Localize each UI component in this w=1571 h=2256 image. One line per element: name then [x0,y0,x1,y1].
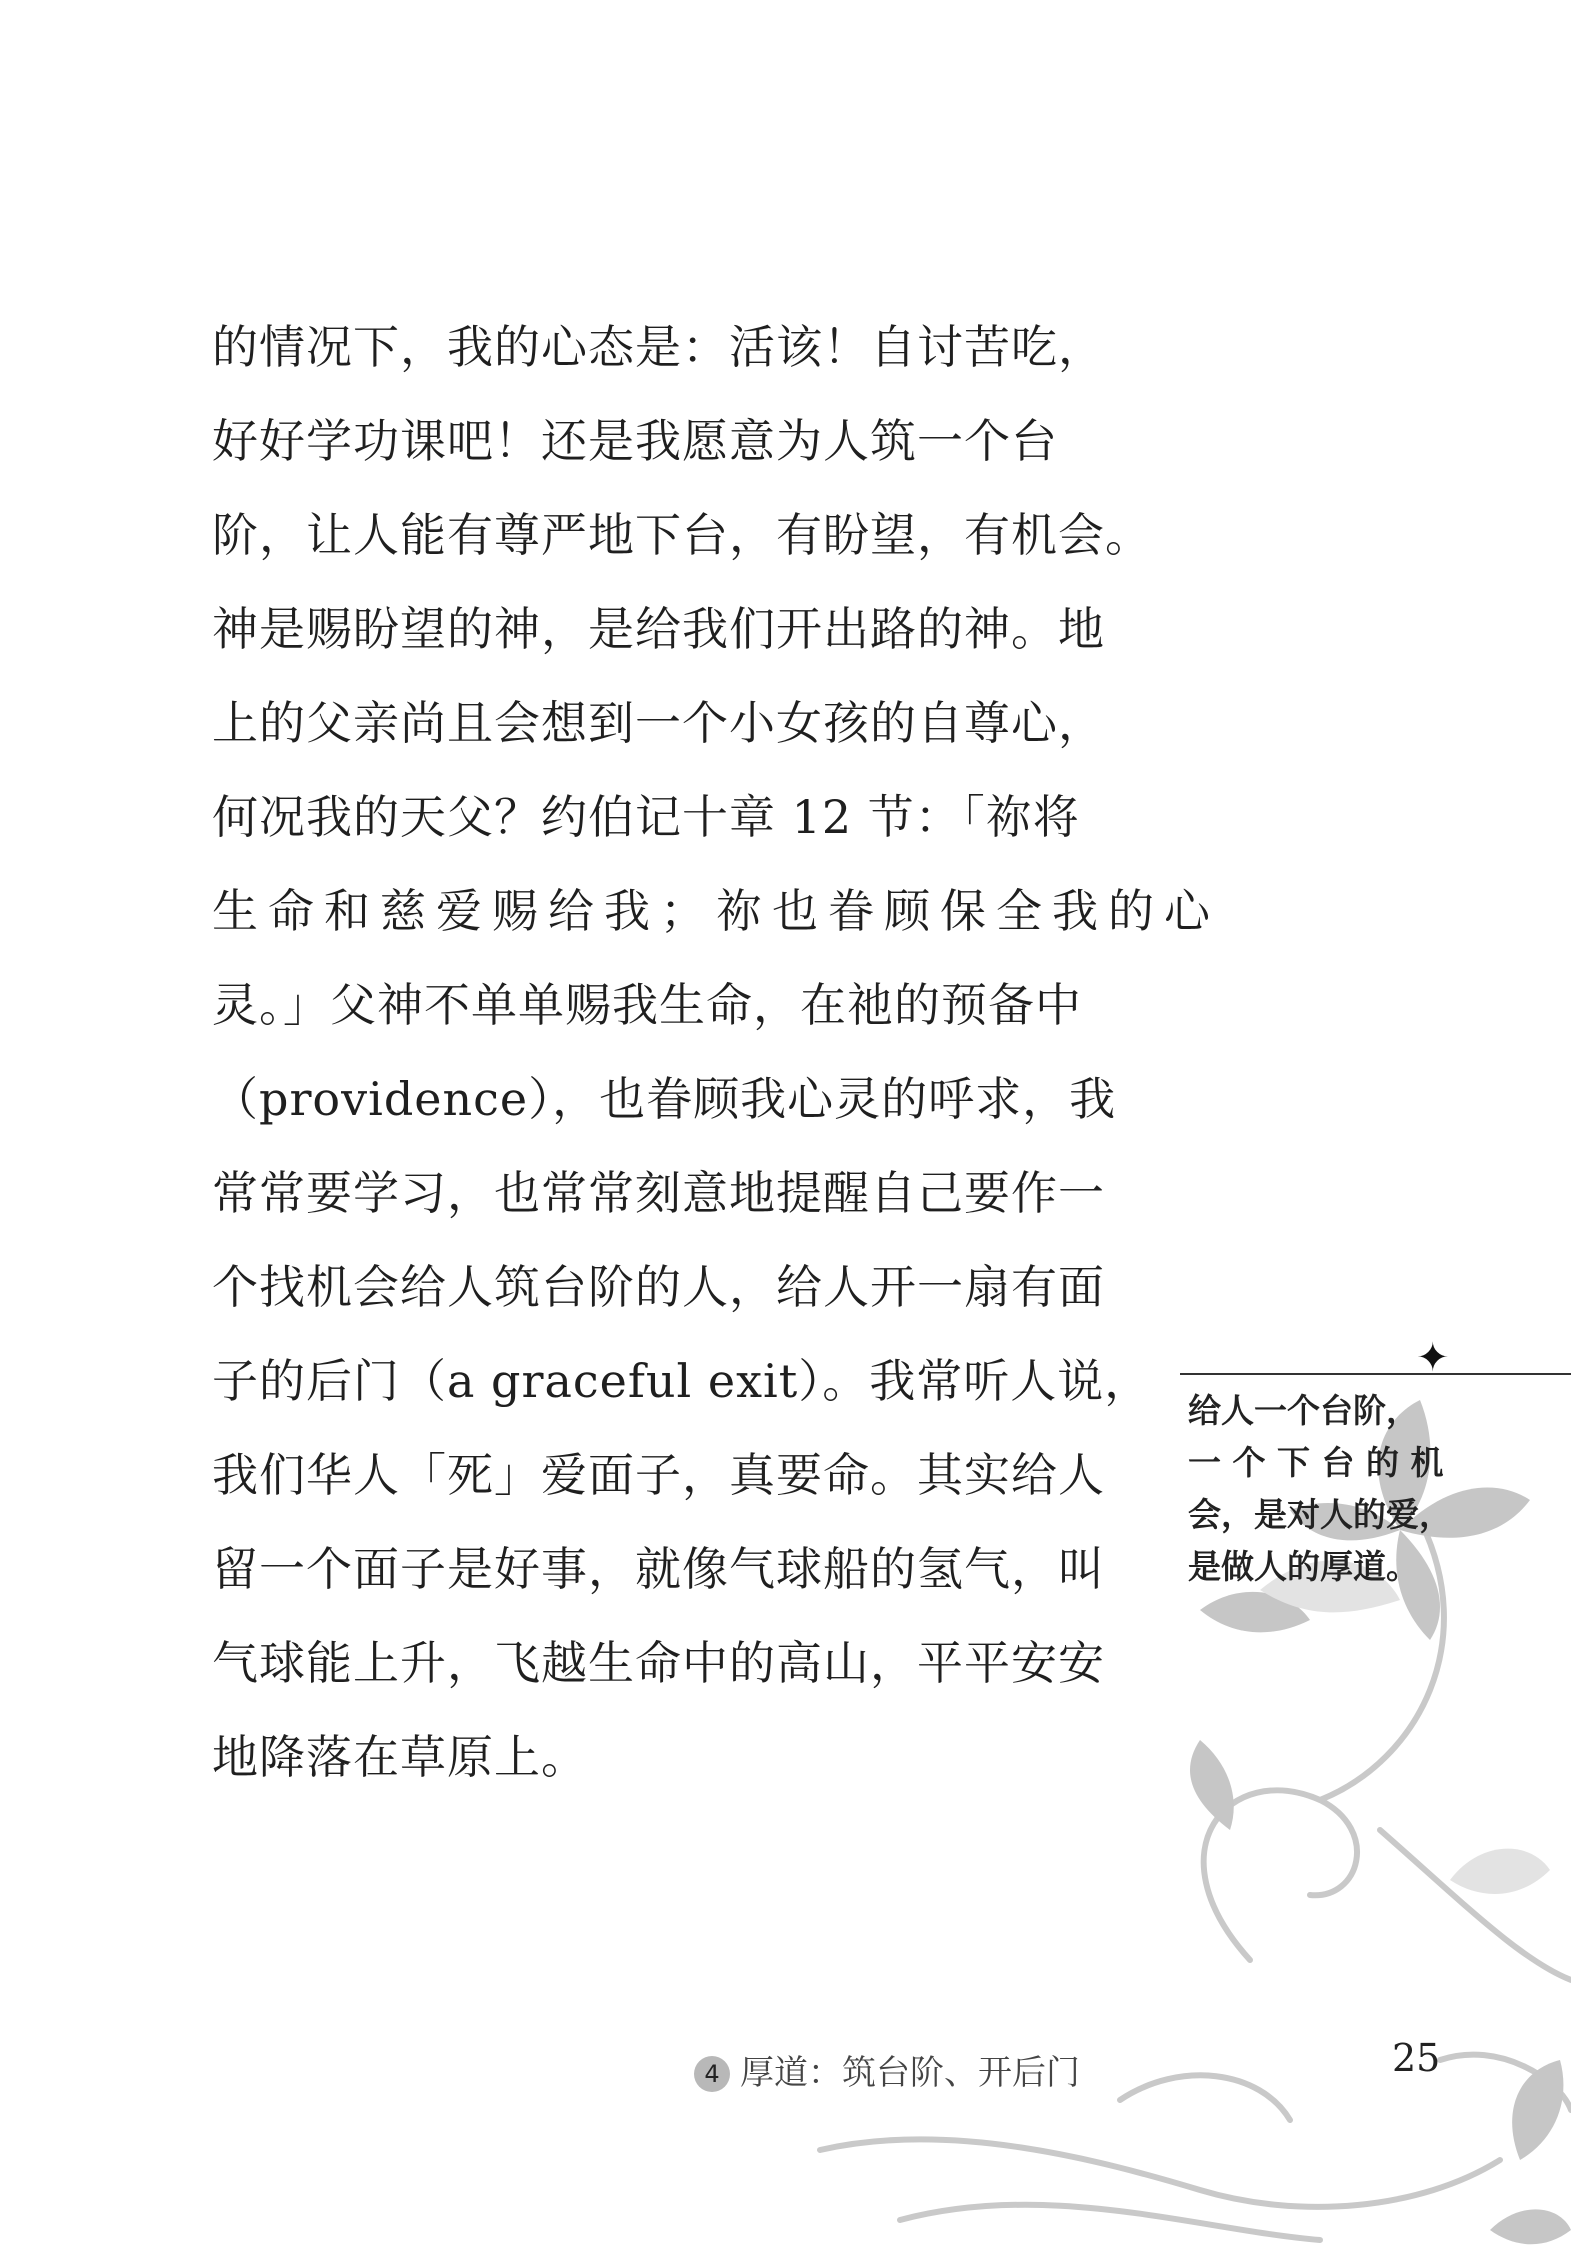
sidenote-divider [1180,1373,1571,1375]
body-line: （providence），也眷顾我心灵的呼求，我 [212,1072,1117,1126]
chapter-number-badge: 4 [694,2056,730,2092]
sidenote-line: 会，是对人的爱， [1188,1495,1452,1534]
body-line: 我们华人「死」爱面子，真要命。其实给人 [212,1448,1105,1502]
sidenote-line: 一 个 下 台 的 机 [1188,1443,1444,1482]
body-line: 气球能上升，飞越生命中的高山，平平安安 [212,1636,1105,1690]
body-line: 子的后门（a graceful exit）。我常听人说， [212,1354,1152,1408]
body-line: 何况我的天父？约伯记十章 12 节：「祢将 [212,790,1080,844]
body-line: 神是赐盼望的神，是给我们开出路的神。地 [212,602,1105,656]
body-line: 好好学功课吧！还是我愿意为人筑一个台 [212,414,1058,468]
body-line: 个找机会给人筑台阶的人，给人开一扇有面 [212,1260,1105,1314]
sidenote-line: 是做人的厚道。 [1188,1547,1419,1586]
page-number: 25 [1392,2036,1441,2080]
body-line: 常常要学习，也常常刻意地提醒自己要作一 [212,1166,1105,1220]
body-line: 地降落在草原上。 [212,1730,588,1784]
body-line: 的情况下，我的心态是：活该！自讨苦吃， [212,320,1105,374]
chapter-title: 厚道：筑台阶、开后门 [740,2053,1080,2093]
body-line: 阶，让人能有尊严地下台，有盼望，有机会。 [212,508,1152,562]
body-line: 留一个面子是好事，就像气球船的氢气，叫 [212,1542,1105,1596]
body-line: 灵。」父神不单单赐我生命，在祂的预备中 [212,978,1082,1032]
body-text [212,300,1220,1804]
scripture-line: 生命和慈爱赐给我；祢也眷顾保全我的心 [212,884,1220,938]
body-line: 上的父亲尚且会想到一个小女孩的自尊心， [212,696,1105,750]
four-point-star-icon: ✦ [1416,1335,1450,1381]
sidenote [1188,1385,1458,1593]
sidenote-line: 给人一个台阶， [1188,1391,1419,1430]
